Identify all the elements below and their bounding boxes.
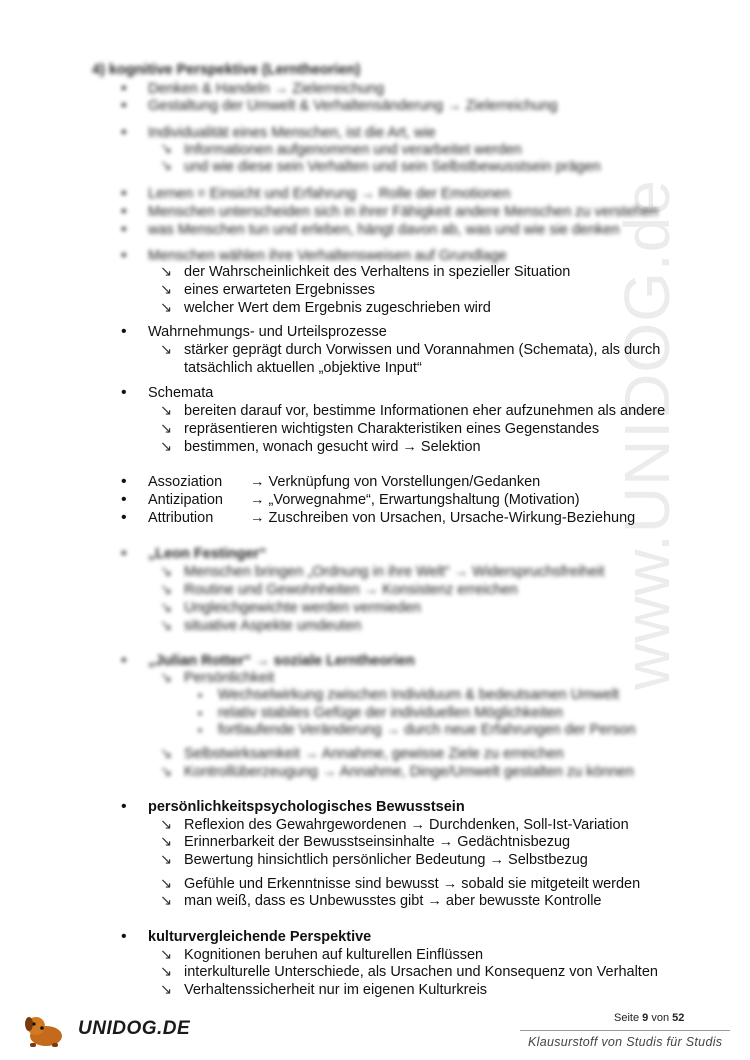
arrow-icon: ↘ <box>160 421 173 437</box>
logo-text: UNIDOG.DE <box>78 1018 191 1039</box>
arrow-icon: ↘ <box>160 817 173 833</box>
arrow-icon: ↘ <box>160 282 173 298</box>
blurred-line: fortlaufende Veränderung → durch neue Erfahrungen der Person <box>218 722 636 738</box>
section-heading: persönlichkeitspsychologisches Bewusstsein <box>148 799 465 815</box>
blurred-heading: 4) kognitive Perspektive (Lerntheorien) <box>92 62 361 78</box>
blurred-line: Informationen aufgenommen und verarbeitet werden <box>184 142 522 158</box>
sub-item: Verhaltenssicherheit nur im eigenen Kulturkreis <box>184 982 488 998</box>
arrow-icon: ↘ <box>160 893 173 909</box>
sub-item: Erinnerbarkeit der Bewusstseinsinhalte → Gedächtnisbezug <box>184 834 571 850</box>
arrow-icon: ↘ <box>160 342 173 358</box>
sub-item: welcher Wert dem Ergebnis zugeschrieben wird <box>184 300 491 316</box>
sub-item: man weiß, dass es Unbewusstes gibt → aber bewusste Kontrolle <box>184 893 602 909</box>
blurred-line: Denken & Handeln → Zielerreichung <box>148 81 385 97</box>
blurred-line: Kontrollüberzeugung → Annahme, Dinge/Umwelt gestalten zu können <box>184 764 634 780</box>
arrow-icon: ↘ <box>160 876 173 892</box>
arrow-icon: ↘ <box>160 947 173 963</box>
arrow-icon: ↘ <box>160 439 173 455</box>
blurred-line: Gestaltung der Umwelt & Verhaltensänderung → Zielerreichung <box>148 98 558 114</box>
blurred-line: Menschen unterscheiden sich in ihrer Fähigkeit andere Menschen zu verstehen <box>148 204 659 220</box>
term-label: Assoziation <box>148 474 223 490</box>
arrow-icon: ↘ <box>160 982 173 998</box>
bullet-icon <box>121 928 127 946</box>
section-heading: kulturvergleichende Perspektive <box>148 929 372 945</box>
term-label: Attribution <box>148 510 214 526</box>
sub-item: interkulturelle Unterschiede, als Ursachen und Konsequenz von Verhalten <box>184 964 658 980</box>
sub-item: bereiten darauf vor, bestimme Informationen eher aufzunehmen als andere <box>184 403 666 419</box>
sub-item-continued: tatsächlich aktuellen „objektive Input“ <box>184 360 422 376</box>
blurred-line: Persönlichkeit <box>184 670 275 686</box>
sub-item: Reflexion des Gewahrgewordenen → Durchdenken, Soll-Ist-Variation <box>184 817 629 833</box>
blurred-line: Wechselwirkung zwischen Individuum & bedeutsamen Umwelt <box>218 687 620 703</box>
unidog-logo <box>22 1012 192 1048</box>
blurred-line: Menschen bringen „Ordnung in ihre Welt“ → Widerspruchsfreiheit <box>184 564 605 580</box>
arrow-icon: ↘ <box>160 964 173 980</box>
page-number: Seite 9 von 52 <box>614 1012 685 1024</box>
blurred-line: relativ stabiles Gefüge der individuellen Möglichkeiten <box>218 705 563 721</box>
dog-mascot-icon <box>22 1012 74 1048</box>
term-label: Antizipation <box>148 492 223 508</box>
sub-item: bestimmen, wonach gesucht wird → Selektion <box>184 439 481 455</box>
sub-item: Kognitionen beruhen auf kulturellen Einflüssen <box>184 947 484 963</box>
bullet-icon <box>121 798 127 816</box>
bullet-icon <box>121 323 127 341</box>
blurred-line: situative Aspekte umdeuten <box>184 618 362 634</box>
term-definition: → Zuschreiben von Ursachen, Ursache-Wirkung-Beziehung <box>250 510 636 526</box>
sub-item: repräsentieren wichtigsten Charakteristiken eines Gegenstandes <box>184 421 600 437</box>
blurred-line: Ungleichgewichte werden vermieden <box>184 600 421 616</box>
bullet-icon <box>121 473 127 491</box>
footer-claim: Klausurstoff von Studis für Studis <box>528 1035 723 1049</box>
blurred-line: „Leon Festinger“ <box>148 546 267 562</box>
arrow-icon: ↘ <box>160 834 173 850</box>
sub-item: der Wahrscheinlichkeit des Verhaltens in spezieller Situation <box>184 264 571 280</box>
bullet-icon <box>121 509 127 527</box>
arrow-icon: ↘ <box>160 264 173 280</box>
arrow-icon: ↘ <box>160 852 173 868</box>
sub-item: Gefühle und Erkenntnisse sind bewusst → sobald sie mitgeteilt werden <box>184 876 641 892</box>
arrow-icon: ↘ <box>160 300 173 316</box>
bullet-icon <box>121 384 127 402</box>
sub-item: Bewertung hinsichtlich persönlicher Bedeutung → Selbstbezug <box>184 852 588 868</box>
blurred-line: Menschen wählen ihre Verhaltensweisen auf Grundlage <box>148 248 507 264</box>
arrow-icon: ↘ <box>160 403 173 419</box>
term-definition: → „Vorwegnahme“, Erwartungshaltung (Motivation) <box>250 492 580 508</box>
blurred-line: „Julian Rotter“ → soziale Lerntheorien <box>148 653 415 669</box>
sub-item: stärker geprägt durch Vorwissen und Vorannahmen (Schemata), als durch <box>184 342 661 358</box>
watermark: www.UNIDOG.de <box>611 179 683 690</box>
bullet-item: Wahrnehmungs- und Urteilsprozesse <box>148 324 387 340</box>
document-page: www.UNIDOG.de 4) kognitive Perspektive (Lerntheorien) • Denken & Handeln → Zielerreichung • Gestaltung der Umwelt & Verhaltensänderung → Zielerreichung • Individualität eines Menschen, ist die Art, wie ↘ Informationen aufgenommen und verarbeitet werden ↘ und wie diese sein Verhalten und sein Selbstbewusstsein prägen • Lernen = Einsicht und Erfahrung → Rolle der Emotionen • Menschen unterscheiden sich in ihrer Fähigkeit andere Menschen zu verstehen • was Menschen tun und erleben, hängt davon ab, was und wie sie denken • Menschen wählen ihre Verhaltensweisen auf Grundlage ↘ der Wahrscheinlichkeit des Verhaltens in spezieller Situation ↘ eines erwarteten Ergebnisses ↘ welcher Wert dem Ergebnis zugeschrieben wird • Wahrnehmungs- und Urteilsprozesse ↘ stärker geprägt durch Vorwissen und Vorannahmen (Schemata), als durch tatsächlich aktuellen „objektive Input“ • Schemata ↘ bereiten darauf vor, bestimme Informationen eher aufzunehmen als andere ↘ repräsentieren wichtigsten Charakteristiken eines Gegenstandes ↘ bestimmen, wonach gesucht wird → Selektion • Assoziation → Verknüpfung von Vorstellungen/Gedanken • Antizipation → „Vorwegnahme“, Erwartungshaltung (Motivation) • Attribution → Zuschreiben von Ursachen, Ursache-Wirkung-Beziehung • „Leon Festinger“ ↘ Menschen bringen „Ordnung in ihre Welt“ → Widerspruchsfreiheit ↘ Routine und Gewohnheiten → Konsistenz erreichen ↘ Ungleichgewichte werden vermieden ↘ situative Aspekte umdeuten • „Julian Rotter“ → soziale Lerntheorien ↘ Persönlichkeit ▪ Wechselwirkung zwischen Individuum & bedeutsamen Umwelt ▪ relativ stabiles Gefüge der individuellen Möglichkeiten ▪ fortlaufende Veränderung → durch neue Erfahrungen der Person ↘ Selbstwirksamkeit → Annahme, gewisse Ziele zu erreichen ↘ Kontrollüberzeugung → Annahme, Dinge/Umwelt gestalten zu können • persönlichkeitspsychologisches Bewusstsein ↘ Reflexion des Gewahrgewordenen → Durchdenken, Soll-Ist-Variation ↘ Erinnerbarkeit der Bewusstseinsinhalte → Gedächtnisbezug ↘ Bewertung hinsichtlich persönlicher Bedeutung → Selbstbezug ↘ Gefühle und Erkenntnisse sind bewusst → sobald sie mitgeteilt werden ↘ man weiß, dass es Unbewusstes gibt → aber bewusste Kontrolle • kulturvergleichende Perspektive ↘ Kognitionen beruhen auf kulturellen Einflüssen ↘ interkulturelle Unterschiede, als Ursachen und Konsequenz von Verhalten ↘ Verhaltenssicherheit nur im eigenen Kulturkreis Seite 9 von 52 UNIDOG.DE Klausurstoff von Studis für Studis <box>0 0 750 1060</box>
blurred-line: was Menschen tun und erleben, hängt davon ab, was und wie sie denken <box>148 222 620 238</box>
blurred-line: und wie diese sein Verhalten und sein Selbstbewusstsein prägen <box>184 159 601 175</box>
bullet-icon <box>121 491 127 509</box>
blurred-line: Individualität eines Menschen, ist die Art, wie <box>148 125 436 141</box>
blurred-line: Routine und Gewohnheiten → Konsistenz erreichen <box>184 582 518 598</box>
term-definition: → Verknüpfung von Vorstellungen/Gedanken <box>250 474 541 490</box>
bullet-item: Schemata <box>148 385 214 401</box>
footer-divider <box>520 1030 730 1031</box>
blurred-line: Lernen = Einsicht und Erfahrung → Rolle der Emotionen <box>148 186 511 202</box>
sub-item: eines erwarteten Ergebnisses <box>184 282 376 298</box>
blurred-line: Selbstwirksamkeit → Annahme, gewisse Ziele zu erreichen <box>184 746 564 762</box>
